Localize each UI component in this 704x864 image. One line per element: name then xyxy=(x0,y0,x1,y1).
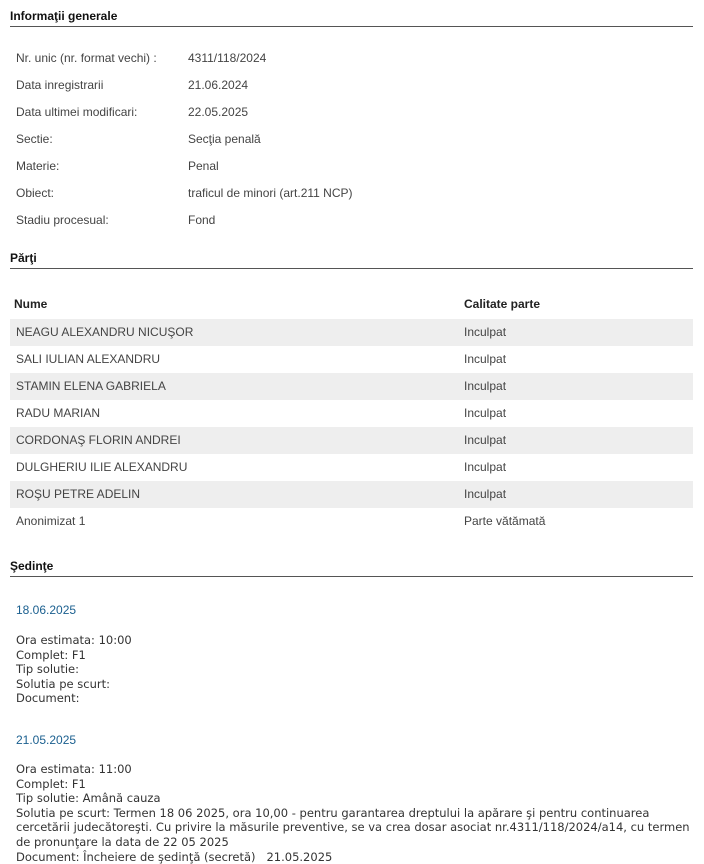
dosar-page xyxy=(10,0,693,864)
parte-nume: RADU MARIAN xyxy=(16,406,101,420)
parte-calitate: Inculpat xyxy=(464,433,507,447)
sedinta-date: 21.05.2025 xyxy=(16,732,77,747)
info-row-sectie xyxy=(10,126,693,153)
parti-title: Părţi xyxy=(10,242,693,269)
sedinta-document[interactable]: Document: Încheiere de şedinţă (secretă) 21.05.2025 xyxy=(16,849,333,864)
info-value: Secţia penală xyxy=(188,132,261,146)
sedinta-complet: Complet: F1 xyxy=(16,776,86,791)
parte-calitate: Parte vătămată xyxy=(464,514,546,528)
parte-calitate: Inculpat xyxy=(464,379,507,393)
info-value: Fond xyxy=(188,213,216,227)
info-label: Obiect: xyxy=(16,186,55,200)
info-label: Data inregistrarii xyxy=(16,78,104,92)
sedinta-item xyxy=(10,733,693,864)
parte-nume: CORDONAŞ FLORIN ANDREI xyxy=(16,433,181,447)
info-row-data-inregistrarii xyxy=(10,72,693,99)
sedinta-tip-solutie: Tip solutie: xyxy=(16,662,79,677)
parte-nume: ROŞU PETRE ADELIN xyxy=(16,487,141,501)
parte-nume: Anonimizat 1 xyxy=(16,514,86,528)
table-row xyxy=(10,481,693,508)
parti-table-header xyxy=(10,289,693,319)
info-row-nr-unic xyxy=(10,45,693,72)
info-label: Materie: xyxy=(16,159,60,173)
sedinta-tip-solutie: Tip solutie: Amână cauza xyxy=(16,791,161,806)
sedinta-solutie-pe-scurt: Solutia pe scurt: xyxy=(16,676,110,691)
sedinta-document: Document: xyxy=(16,691,80,706)
info-row-obiect xyxy=(10,180,693,207)
parti-table-body xyxy=(10,319,693,535)
column-header-nume: Nume xyxy=(14,297,48,311)
parte-calitate: Inculpat xyxy=(464,325,507,339)
table-row xyxy=(10,373,693,400)
info-row-stadiu-procesual xyxy=(10,207,693,234)
parte-calitate: Inculpat xyxy=(464,460,507,474)
info-row-data-ultimei-modificari xyxy=(10,99,693,126)
parte-calitate: Inculpat xyxy=(464,352,507,366)
info-value: traficul de minori (art.211 NCP) xyxy=(188,186,353,200)
info-value: 22.05.2025 xyxy=(188,105,249,119)
sedinte-title: Şedinţe xyxy=(10,550,693,577)
parte-calitate: Inculpat xyxy=(464,406,507,420)
parte-calitate: Inculpat xyxy=(464,487,507,501)
info-label: Sectie: xyxy=(16,132,53,146)
sedinta-ora-estimata: Ora estimata: 11:00 xyxy=(16,761,132,776)
parte-nume: NEAGU ALEXANDRU NICUŞOR xyxy=(16,325,194,339)
info-label: Nr. unic (nr. format vechi) : xyxy=(16,51,157,65)
info-value: 4311/118/2024 xyxy=(188,51,267,65)
table-row xyxy=(10,508,693,535)
parte-nume: STAMIN ELENA GABRIELA xyxy=(16,379,166,393)
info-label: Data ultimei modificari: xyxy=(16,105,138,119)
table-row xyxy=(10,319,693,346)
sedinta-item xyxy=(10,603,693,706)
table-row xyxy=(10,427,693,454)
sedinta-ora-estimata: Ora estimata: 10:00 xyxy=(16,633,132,647)
table-row xyxy=(10,346,693,373)
table-row xyxy=(10,454,693,481)
table-row xyxy=(10,400,693,427)
sedinta-complet: Complet: F1 xyxy=(16,647,86,662)
sedinta-date: 18.06.2025 xyxy=(16,603,77,617)
sedinta-solutie-pe-scurt: Solutia pe scurt: Termen 18 06 2025, ora 10,00 - pentru garantarea dreptului la apărare şi pentru continuarea cercetării judecătoreşti. Cu privire la măsurile preventive, se va crea dosar asociat nr.4311/118/2024/a14, cu termen de pronunţare la data de 22 05 2025 xyxy=(16,805,690,849)
info-row-materie xyxy=(10,153,693,180)
informatii-table xyxy=(10,45,693,234)
column-header-calitate-parte: Calitate parte xyxy=(464,297,541,311)
informatii-generale-title: Informaţii generale xyxy=(10,0,693,27)
parte-nume: DULGHERIU ILIE ALEXANDRU xyxy=(16,460,188,474)
info-label: Stadiu procesual: xyxy=(16,213,109,227)
parte-nume: SALI IULIAN ALEXANDRU xyxy=(16,352,161,366)
info-value: Penal xyxy=(188,159,219,173)
info-value: 21.06.2024 xyxy=(188,78,249,92)
